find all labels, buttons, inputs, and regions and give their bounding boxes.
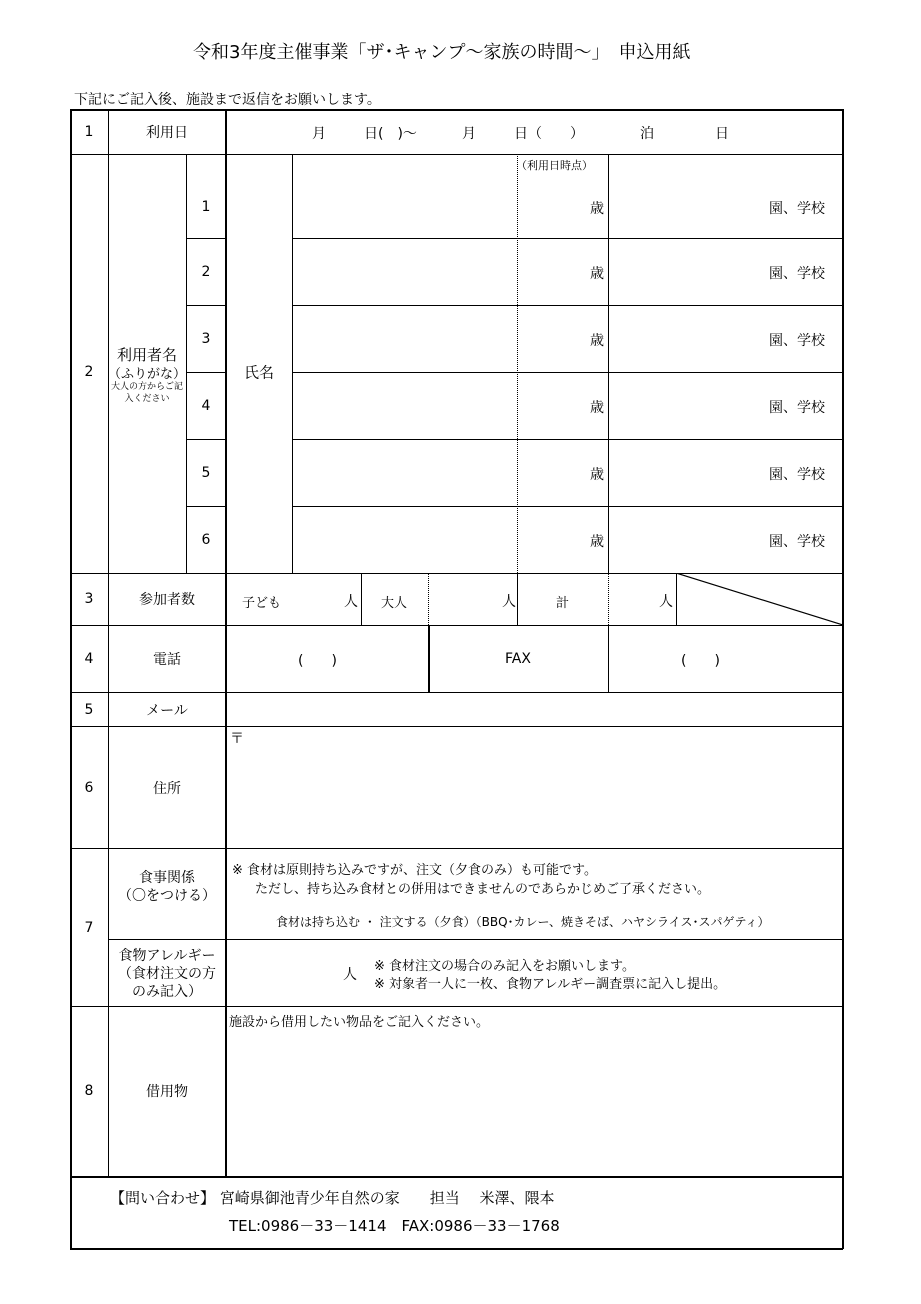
school-unit: 園、学校 <box>769 467 825 483</box>
adults-first-note-2: 入ください <box>124 394 170 404</box>
row-number-2: 2 <box>84 364 94 380</box>
school-unit: 園、学校 <box>769 201 825 217</box>
phone-label: 電話 <box>153 652 181 668</box>
person-age-field[interactable] <box>520 509 580 569</box>
school-unit: 園、学校 <box>769 266 825 282</box>
age-as-of-usage-date-note: （利用日時点） <box>516 159 593 172</box>
children-label: 子ども <box>242 596 282 611</box>
person-school-field[interactable] <box>612 375 762 435</box>
allergy-count-field[interactable] <box>230 944 340 1002</box>
month-end-label: 月 <box>462 126 476 142</box>
instruction-text: 下記にご記入後、施設まで返信をお願いします。 <box>74 92 381 108</box>
participants-label: 参加者数 <box>139 592 195 608</box>
adults-count-field[interactable] <box>432 578 500 622</box>
usage-date-field[interactable] <box>228 112 840 152</box>
fax-field[interactable] <box>612 629 840 689</box>
name-label: 氏名 <box>243 363 275 382</box>
person-name-field[interactable] <box>296 308 514 368</box>
meal-options[interactable]: 食材は持ち込む ・ 注文する（夕食）（BBQ･カレー、焼きそば、ハヤシライス･スパゲティ） <box>276 915 770 929</box>
row-number-8: 8 <box>84 1083 94 1099</box>
allergy-note-1: ※ 食材注文の場合のみ記入をお願いします。 <box>374 959 635 974</box>
diagonal-strike <box>676 573 843 625</box>
person-school-field[interactable] <box>612 509 762 569</box>
person-school-field[interactable] <box>612 241 762 301</box>
address-field[interactable] <box>230 748 840 846</box>
person-school-field[interactable] <box>612 174 762 234</box>
person-number: 4 <box>201 398 211 414</box>
fax-area-code-paren: ( ) <box>681 653 720 669</box>
person-number: 5 <box>201 465 211 481</box>
person-age-field[interactable] <box>520 241 580 301</box>
school-unit: 園、学校 <box>769 400 825 416</box>
usage-date-label: 利用日 <box>146 125 188 141</box>
age-unit: 歳 <box>590 333 604 349</box>
meal-note-2: ただし、持ち込み食材との併用はできませんのであらかじめご了承ください。 <box>255 882 711 897</box>
borrowed-items-note: 施設から借用したい物品をご記入ください。 <box>229 1015 490 1030</box>
row-number-4: 4 <box>84 651 94 667</box>
fax-label: FAX <box>505 651 531 667</box>
meal-label: 食事関係 <box>139 870 195 886</box>
meal-note-1: ※ 食材は原則持ち込みですが、注文（夕食のみ）も可能です。 <box>232 863 597 878</box>
age-unit: 歳 <box>590 534 604 550</box>
phone-area-code-paren: ( ) <box>298 653 337 669</box>
food-allergy-sub-label-2: のみ記入） <box>132 984 202 1000</box>
person-name-field[interactable] <box>296 442 514 502</box>
address-label: 住所 <box>153 781 181 797</box>
person-number: 6 <box>201 532 211 548</box>
day-end-label: 日（ ） <box>514 126 584 142</box>
total-label: 計 <box>556 596 570 611</box>
day-start-label: 日( )～ <box>364 126 417 142</box>
person-name-field[interactable] <box>296 509 514 569</box>
row-number-7: 7 <box>84 920 94 936</box>
person-age-field[interactable] <box>520 442 580 502</box>
person-school-field[interactable] <box>612 442 762 502</box>
borrowed-items-label: 借用物 <box>146 1084 188 1100</box>
person-number: 3 <box>201 331 211 347</box>
school-unit: 園、学校 <box>769 534 825 550</box>
user-names-label: 利用者名 <box>116 346 178 364</box>
school-unit: 園、学校 <box>769 333 825 349</box>
adults-first-note-1: 大人の方からご記 <box>110 382 184 392</box>
age-unit: 歳 <box>590 201 604 217</box>
person-number: 2 <box>201 264 211 280</box>
children-count-field[interactable] <box>286 578 342 622</box>
food-allergy-sub-label-1: （食材注文の方 <box>118 966 216 982</box>
person-number: 1 <box>201 199 211 215</box>
food-allergy-label: 食物アレルギー <box>118 948 216 964</box>
row-number-3: 3 <box>84 591 94 607</box>
person-age-field[interactable] <box>520 375 580 435</box>
person-name-field[interactable] <box>296 174 514 234</box>
person-name-field[interactable] <box>296 375 514 435</box>
total-count-field[interactable] <box>612 578 657 622</box>
row-number-5: 5 <box>84 702 94 718</box>
total-unit: 人 <box>659 594 673 610</box>
postal-mark: 〒 <box>230 731 244 747</box>
allergy-count-unit: 人 <box>343 967 357 983</box>
month-start-label: 月 <box>312 126 326 142</box>
nights-label: 泊 <box>640 126 654 142</box>
page-title: 令和3年度主催事業「ザ･キャンプ～家族の時間～」 申込用紙 <box>193 42 691 63</box>
email-field[interactable] <box>230 696 840 724</box>
row-number-6: 6 <box>84 780 94 796</box>
age-unit: 歳 <box>590 400 604 416</box>
person-school-field[interactable] <box>612 308 762 368</box>
furigana-label: （ふりがな） <box>107 367 187 382</box>
row-number-1: 1 <box>84 124 94 140</box>
children-unit: 人 <box>344 594 358 610</box>
person-name-field[interactable] <box>296 241 514 301</box>
adults-label: 大人 <box>381 596 408 611</box>
contact-info: 【問い合わせ】 宮崎県御池青少年自然の家 担当 米澤、隈本 <box>110 1189 555 1207</box>
age-unit: 歳 <box>590 467 604 483</box>
email-label: メール <box>146 703 188 719</box>
circle-instruction-label: （〇をつける） <box>118 888 216 904</box>
person-age-field[interactable] <box>520 174 580 234</box>
allergy-note-2: ※ 対象者一人に一枚、食物アレルギー調査票に記入し提出。 <box>374 977 727 992</box>
contact-phone-fax: TEL:0986－33－1414 FAX:0986－33－1768 <box>229 1217 560 1235</box>
phone-field[interactable] <box>230 629 424 689</box>
days-label: 日 <box>715 126 729 142</box>
age-unit: 歳 <box>590 266 604 282</box>
borrowed-items-field[interactable] <box>230 1032 840 1172</box>
adults-unit: 人 <box>502 594 516 610</box>
person-age-field[interactable] <box>520 308 580 368</box>
